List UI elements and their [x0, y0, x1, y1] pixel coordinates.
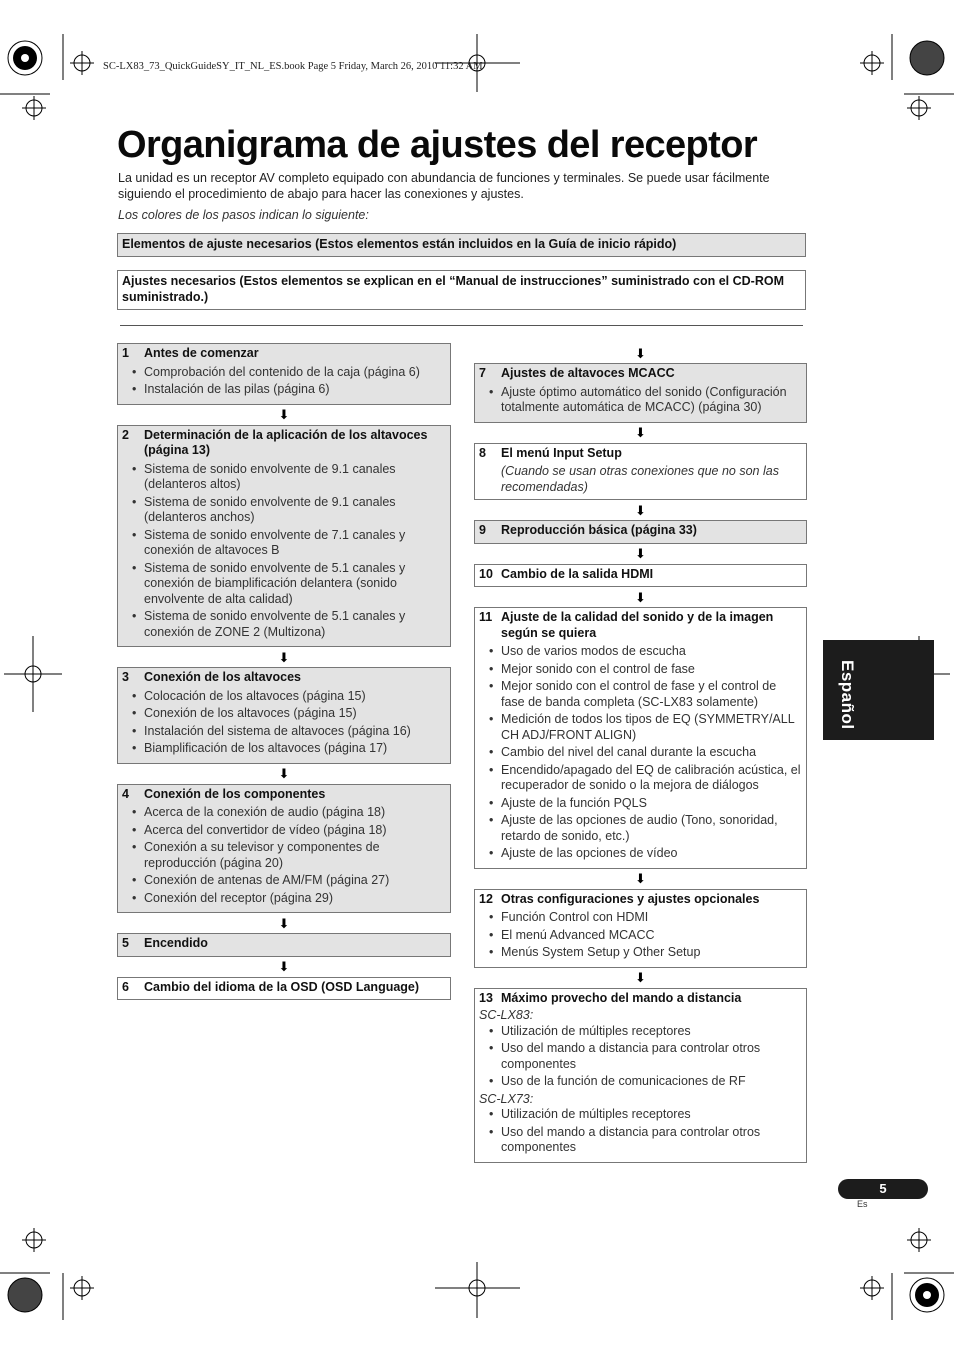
list-item: • Conexión de los altavoces (página 15) — [122, 706, 445, 722]
language-tab — [823, 640, 934, 740]
list-item: • Mejor sonido con el control de fase y el control de fase de banda completa (SC-LX83 solamente) — [479, 679, 801, 710]
down-arrow-icon: ⬇ — [278, 959, 290, 974]
down-arrow-icon: ⬇ — [635, 589, 646, 605]
flowchart-left-column — [117, 343, 451, 1000]
step-2: 2 Determinación de la aplicación de los altavoces (página 13) • Sistema de sonido envolvente de 9.1 canales (delanteros altos) • Sistema de sonido envolvente de 9.1 canales (delanteros anchos) • Sistema de sonido envolvente de 7.1 canales y conexión de altavoces B • Sistema de sonido envolvente de 5.1 canales y conexión de biamplificación delantera (sonido envolvente de alta calidad) • Sistema de sonido envolvente de 5.1 canales y conexión de ZONE 2 (Multizona) — [117, 425, 451, 648]
step-3: 3 Conexión de los altavoces • Colocación de los altavoces (página 15) • Conexión de los altavoces (página 15) • Instalación del sistema de altavoces (página 16) • Biamplificación de los altavoces (página 17) — [117, 667, 451, 764]
model-label: SC-LX73: — [479, 1091, 534, 1106]
list-item: • Utilización de múltiples receptores — [479, 1024, 801, 1040]
step-6: 6 Cambio del idioma de la OSD (OSD Language) — [117, 977, 451, 1001]
step-10: 10 Cambio de la salida HDMI — [474, 564, 807, 588]
list-item: • Mejor sonido con el control de fase — [479, 662, 801, 678]
list-item: • Instalación del sistema de altavoces (página 16) — [122, 724, 445, 740]
list-item: • Conexión de antenas de AM/FM (página 27) — [122, 873, 445, 889]
list-item: • Acerca del convertidor de vídeo (página 18) — [122, 823, 445, 839]
list-item: • Función Control con HDMI — [479, 910, 801, 926]
list-item: • Comprobación del contenido de la caja (página 6) — [122, 365, 445, 381]
down-arrow-icon: ⬇ — [635, 871, 646, 886]
book-header: SC-LX83_73_QuickGuideSY_IT_NL_ES.book Page 5 Friday, March 26, 2010 11:32 AM — [103, 61, 483, 72]
step-5: 5 Encendido — [117, 933, 451, 957]
down-arrow-icon: ⬇ — [278, 649, 290, 665]
legend-required-manual: Ajustes necesarios (Estos elementos se explican en el “Manual de instrucciones” suministrado con el CD-ROM suministrado.) — [117, 270, 806, 310]
divider-rule — [120, 325, 803, 326]
page-number: 5 — [838, 1179, 928, 1199]
down-arrow-icon: ⬇ — [635, 425, 646, 440]
list-item: • Medición de todos los tipos de EQ (SYMMETRY/ALL CH ADJ/FRONT ALIGN) — [479, 712, 801, 743]
down-arrow-icon: ⬇ — [635, 546, 646, 561]
list-item: • Ajuste de las opciones de audio (Tono, sonoridad, retardo de sonido, etc.) — [479, 813, 801, 844]
list-item: • Uso del mando a distancia para controlar otros componentes — [479, 1125, 801, 1156]
flowchart-right-column — [474, 343, 807, 1163]
list-item: • Encendido/apagado del EQ de calibración acústica, el recuperador de sonido o la mejora de diálogos — [479, 763, 801, 794]
list-item: • Sistema de sonido envolvente de 7.1 canales y conexión de altavoces B — [122, 528, 445, 559]
page-title: Organigrama de ajustes del receptor — [117, 124, 758, 166]
down-arrow-icon: ⬇ — [278, 407, 290, 422]
list-item: • Uso de la función de comunicaciones de RF — [479, 1074, 801, 1090]
step-8: 8 El menú Input Setup (Cuando se usan otras conexiones que no son las recomendadas) — [474, 443, 807, 501]
model-label: SC-LX83: — [479, 1008, 534, 1022]
list-item: • Sistema de sonido envolvente de 9.1 canales (delanteros anchos) — [122, 495, 445, 526]
list-item: • Cambio del nivel del canal durante la escucha — [479, 745, 801, 761]
legend-required-quickguide: Elementos de ajuste necesarios (Estos elementos están incluidos en la Guía de inicio rápido) — [117, 233, 806, 257]
list-item: • Uso del mando a distancia para controlar otros componentes — [479, 1041, 801, 1072]
step-12: 12 Otras configuraciones y ajustes opcionales • Función Control con HDMI • El menú Advanced MCACC • Menús System Setup y Other Setup — [474, 889, 807, 968]
step-1: 1 Antes de comenzar • Comprobación del contenido de la caja (página 6) • Instalación de las pilas (página 6) — [117, 343, 451, 405]
list-item: • Sistema de sonido envolvente de 5.1 canales y conexión de ZONE 2 (Multizona) — [122, 609, 445, 640]
down-arrow-icon: ⬇ — [278, 915, 290, 931]
list-item: • Utilización de múltiples receptores — [479, 1107, 801, 1123]
list-item: • Ajuste de la función PQLS — [479, 796, 801, 812]
list-item: • Uso de varios modos de escucha — [479, 644, 801, 660]
step-11: 11 Ajuste de la calidad del sonido y de la imagen según se quiera • Uso de varios modos de escucha • Mejor sonido con el control de fase • Mejor sonido con el control de fase y el control de fase de banda completa (SC-LX83 solamente) • Medición de todos los tipos de EQ (SYMMETRY/ALL CH ADJ/FRONT ALIGN) • Cambio del nivel del canal durante la escucha • Encendido/apagado del EQ de calibración acústica, el recuperador de sonido o la mejora de diálogos • Ajuste de la función PQLS • Ajuste de las opciones de audio (Tono, sonoridad, retardo de sonido, etc.) • Ajuste de las opciones de vídeo — [474, 607, 807, 869]
list-item: • Sistema de sonido envolvente de 9.1 canales (delanteros altos) — [122, 462, 445, 493]
list-item: • Conexión del receptor (página 29) — [122, 891, 445, 907]
step-9: 9 Reproducción básica (página 33) — [474, 520, 807, 544]
list-item: • Colocación de los altavoces (página 15) — [122, 689, 445, 705]
list-item: • Sistema de sonido envolvente de 5.1 canales y conexión de biamplificación delantera (sonido envolvente de alta calidad) — [122, 561, 445, 608]
list-item: • Instalación de las pilas (página 6) — [122, 382, 445, 398]
step-7: 7 Ajustes de altavoces MCACC • Ajuste óptimo automático del sonido (Configuración totalmente automática de MCACC) (página 30) — [474, 363, 807, 423]
list-item: • Conexión a su televisor y componentes de reproducción (página 20) — [122, 840, 445, 871]
down-arrow-icon: ⬇ — [635, 502, 646, 518]
language-tab-label: Español — [838, 660, 857, 730]
list-item: • Acerca de la conexión de audio (página 18) — [122, 805, 445, 821]
list-item: • El menú Advanced MCACC — [479, 928, 801, 944]
legend-caption: Los colores de los pasos indican lo siguiente: — [118, 208, 369, 222]
list-item: • Menús System Setup y Other Setup — [479, 945, 801, 961]
down-arrow-icon: ⬇ — [635, 970, 646, 985]
list-item: • Ajuste de las opciones de vídeo — [479, 846, 801, 862]
list-item: • Ajuste óptimo automático del sonido (Configuración totalmente automática de MCACC) (página 30) — [479, 385, 801, 416]
intro-paragraph: La unidad es un receptor AV completo equipado con abundancia de funciones y terminales. Se puede usar fácilmente siguiendo el procedimiento de abajo para hacer las conexiones y ajustes. — [118, 171, 770, 201]
page-language-code: Es — [857, 1199, 868, 1209]
down-arrow-icon: ⬇ — [635, 345, 646, 361]
step-note: (Cuando se usan otras conexiones que no son las recomendadas) — [501, 464, 779, 494]
down-arrow-icon: ⬇ — [278, 766, 290, 781]
list-item: • Biamplificación de los altavoces (página 17) — [122, 741, 445, 757]
step-13: 13 Máximo provecho del mando a distancia SC-LX83: • Utilización de múltiples receptores • Uso del mando a distancia para controlar otros componentes • Uso de la función de comunicaciones de RF SC-LX73: • Utilización de múltiples receptores • Uso del mando a distancia para controlar otros componentes — [474, 988, 807, 1163]
step-4: 4 Conexión de los componentes • Acerca de la conexión de audio (página 18) • Acerca del convertidor de vídeo (página 18) • Conexión a su televisor y componentes de reproducción (página 20) • Conexión de antenas de AM/FM (página 27) • Conexión del receptor (página 29) — [117, 784, 451, 914]
